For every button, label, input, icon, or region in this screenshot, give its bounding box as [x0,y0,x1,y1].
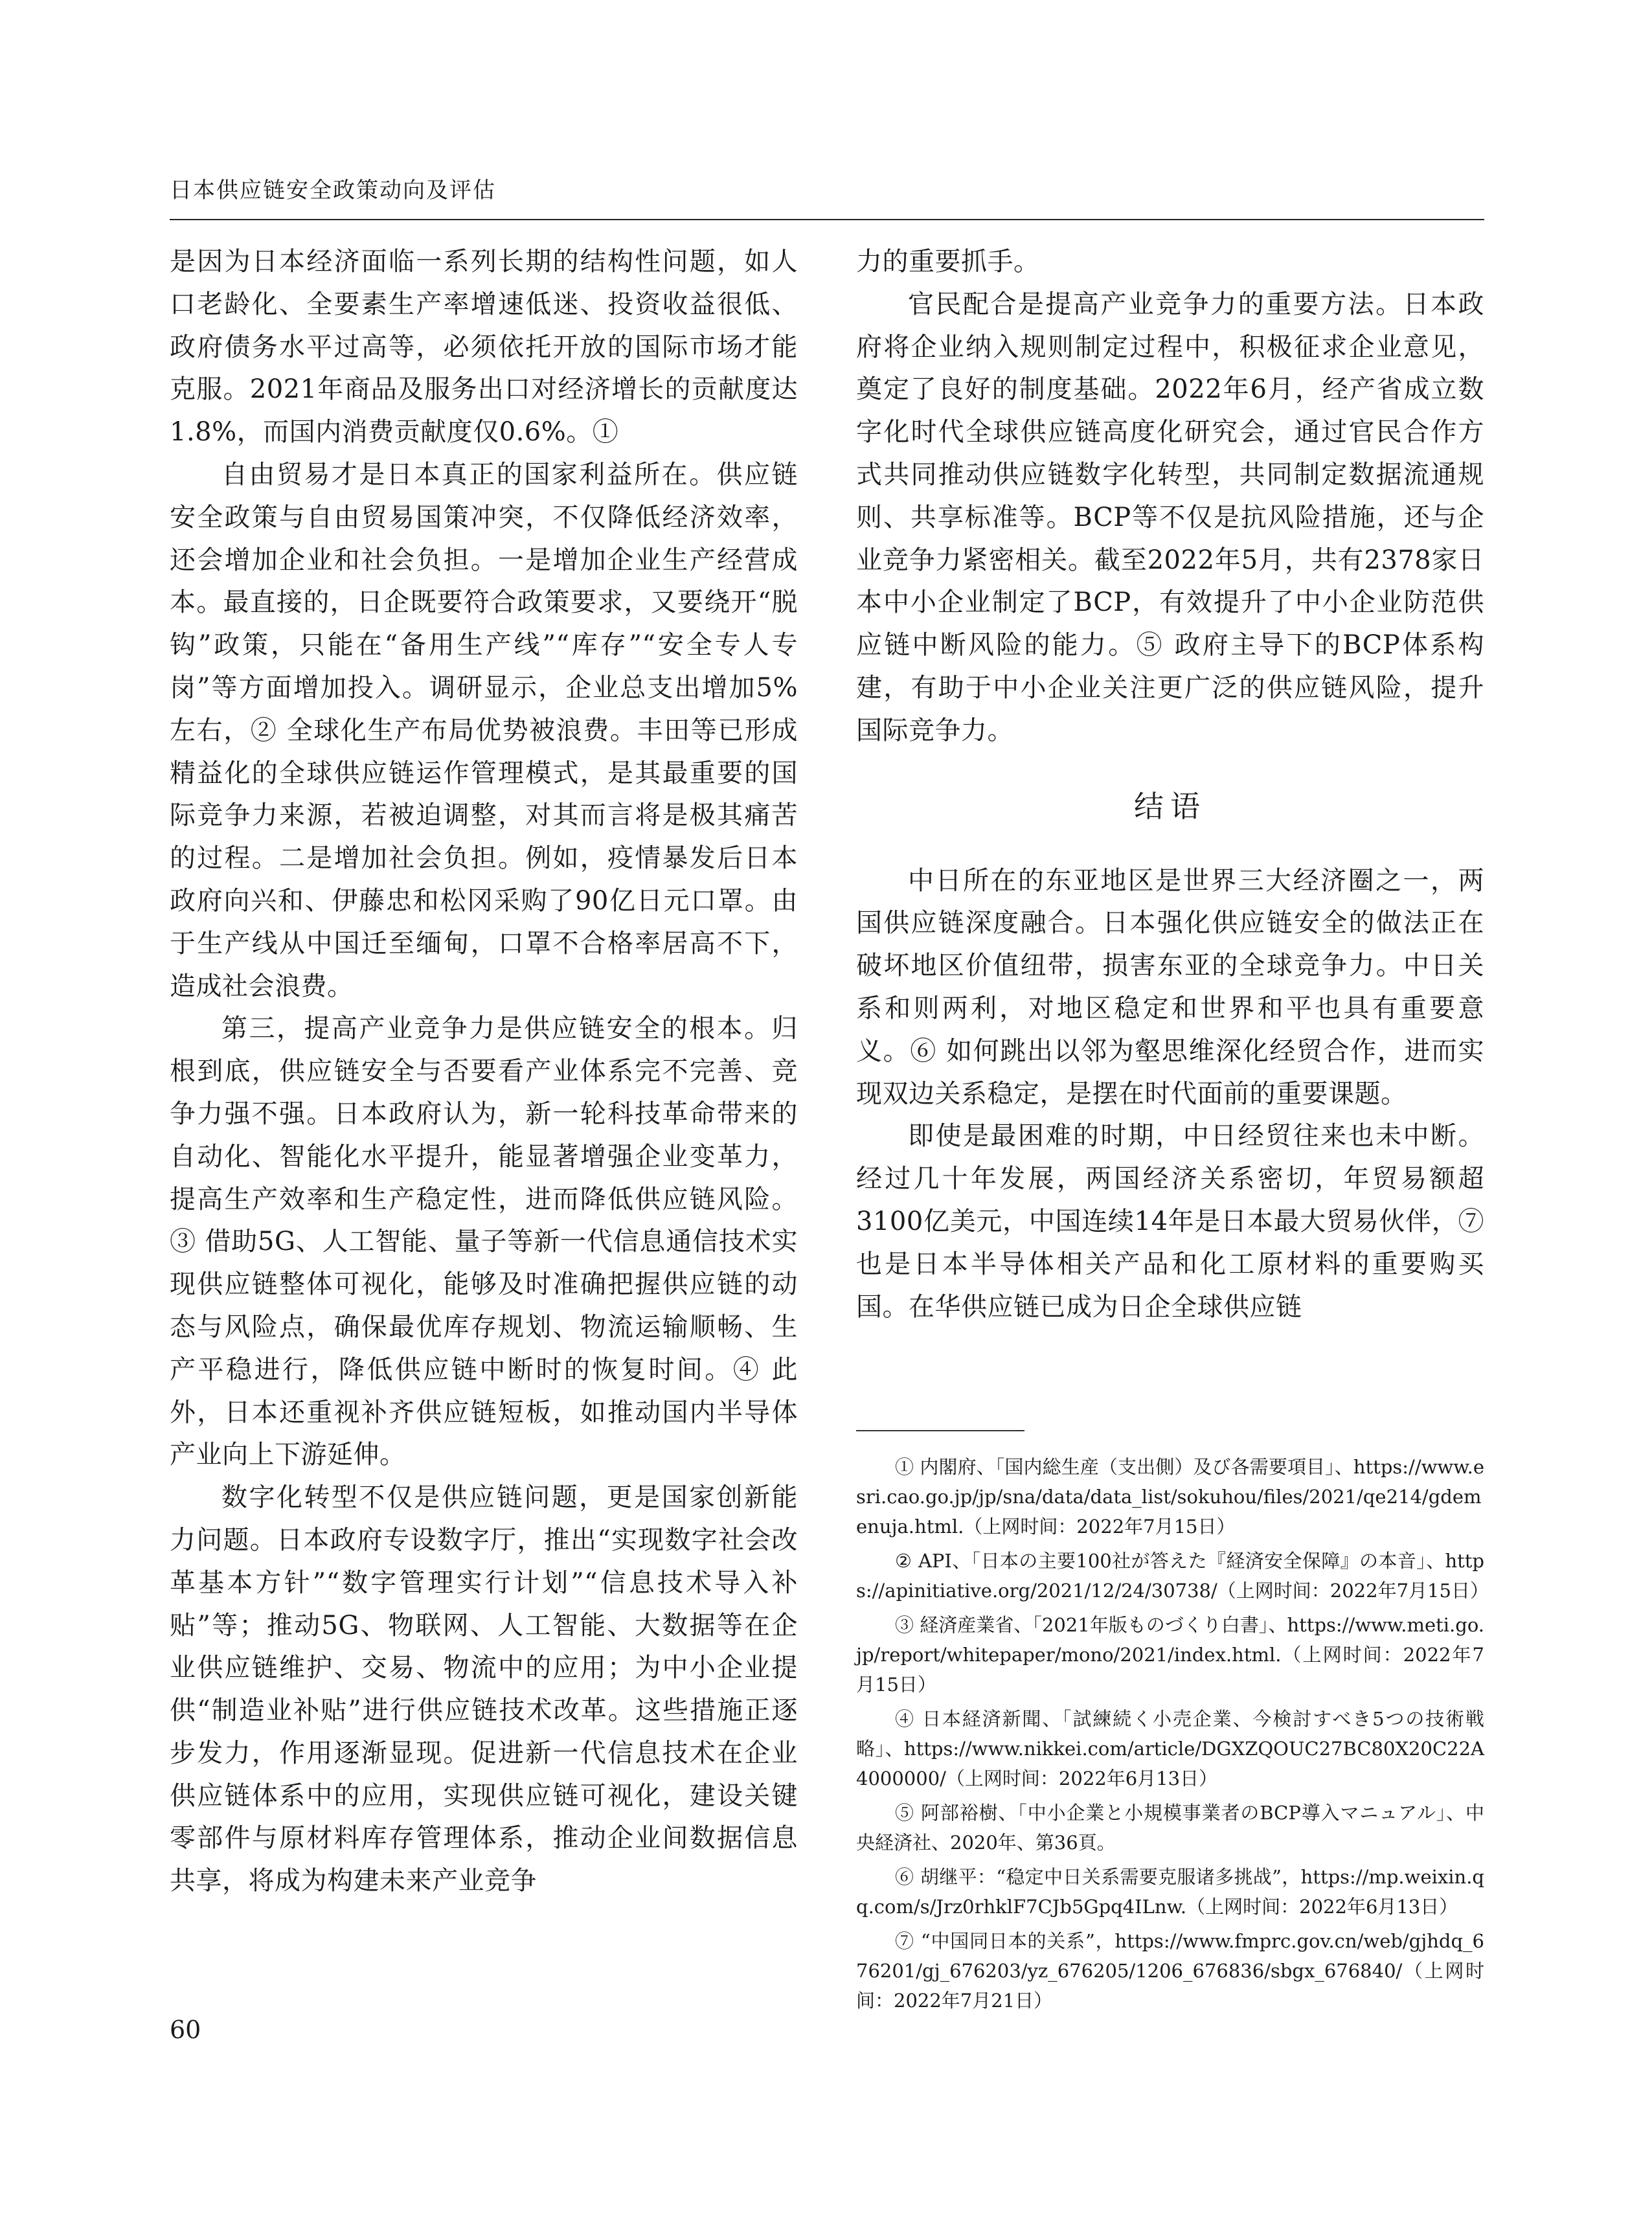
section-heading: 结语 [1134,788,1206,824]
footnotes [856,1452,1489,2020]
paragraph-continued: 是因为日本经济面临一系列长期的结构性问题，如人口老龄化、全要素生产率增速低迷、投资收益很低、政府债务水平过高等，必须依托开放的国际市场才能克服。2021年商品及服务出口对经济增长的贡献度达1.8%，而国内消费贡献度仅0.6%。① [170,247,798,448]
paragraph: 自由贸易才是日本真正的国家利益所在。供应链安全政策与自由贸易国策冲突，不仅降低经济效率，还会增加企业和社会负担。一是增加企业生产经营成本。最直接的，日企既要符合政策要求，又要绕开“脱钩”政策，只能在“备用生产线”“库存”“安全专人专岗”等方面增加投入。调研显示，企业总支出增加5%左右，② 全球化生产布局优势被浪费。丰田等已形成精益化的全球供应链运作管理模式，是其最重要的国际竞争力来源，若被迫调整，对其而言将是极其痛苦的过程。二是增加社会负担。例如，疫情暴发后日本政府向兴和、伊藤忠和松冈采购了90亿日元口罩。由于生产线从中国迁至缅甸，口罩不合格率居高不下，造成社会浪费。 [170,459,798,1001]
paragraph: 第三，提高产业竞争力是供应链安全的根本。归根到底，供应链安全与否要看产业体系完不完善、竞争力强不强。日本政府认为，新一轮科技革命带来的自动化、智能化水平提升，能显著增强企业变革力，提高生产效率和生产稳定性，进而降低供应链风险。③ 借助5G、人工智能、量子等新一代信息通信技术实现供应链整体可视化，能够及时准确把握供应链的动态与风险点，确保最优库存规划、物流运输顺畅、生产平稳进行，降低供应链中断时的恢复时间。④ 此外，日本还重视补齐供应链短板，如推动国内半导体产业向上下游延伸。 [170,1014,798,1470]
footnote: ④ 日本経済新聞、「試練続く小売企業、今検討すべき5つの技術戦略」、https://www.nikkei.com/article/DGXZQOUC27BC80X20C22A4000000/（上网时间：2022年6月13日） [856,1708,1484,1789]
paragraph: 中日所在的东亚地区是世界三大经济圈之一，两国供应链深度融合。日本强化供应链安全的做法正在破坏地区价值纽带，损害东亚的全球竞争力。中日关系和则两利，对地区稳定和世界和平也具有重要意义。⑥ 如何跳出以邻为壑思维深化经贸合作，进而实现双边关系稳定，是摆在时代面前的重要课题。 [856,865,1484,1109]
running-head: 日本供应链安全政策动向及评估 [170,177,496,203]
left-column [170,241,798,1903]
header-rule [170,219,1484,220]
paragraph-continued: 力的重要抓手。 [856,247,1040,277]
footnote: ⑤ 阿部裕樹、「中小企業と小規模事業者のBCP導入マニュアル」、中央経済社、2020年、第36頁。 [856,1802,1484,1854]
footnote-rule [856,1430,1024,1431]
footnote: ⑥ 胡继平：“稳定中日关系需要克服诸多挑战”，https://mp.weixin.qq.com/s/Jrz0rhklF7CJb5Gpq4ILnw.（上网时间：2022年6月13日） [856,1866,1484,1918]
footnote: ② API、「日本の主要100社が答えた『経済安全保障』の本音」、https://apinitiative.org/2021/12/24/30738/（上网时间：2022年7月15日） [856,1550,1489,1602]
page-number: 60 [170,2016,201,2044]
footnote: ⑦ “中国同日本的关系”，https://www.fmprc.gov.cn/web/gjhdq_676201/gj_676203/yz_676205/1206_676836/sbgx_676840/（上网时间：2022年7月21日） [856,1930,1484,2012]
footnote: ① 内閣府、「国内総生産（支出側）及び各需要項目」、https://www.esri.cao.go.jp/jp/sna/data/data_list/sokuhou/files/2021/qe214/gdemenuja.html.（上网时间：2022年7月15日） [856,1456,1484,1538]
paragraph: 即使是最困难的时期，中日经贸往来也未中断。经过几十年发展，两国经济关系密切，年贸易额超3100亿美元，中国连续14年是日本最大贸易伙伴，⑦ 也是日本半导体相关产品和化工原材料的重要购买国。在华供应链已成为日企全球供应链 [856,1121,1484,1322]
footnote: ③ 経済産業省、「2021年版ものづくり白書」、https://www.meti.go.jp/report/whitepaper/mono/2021/index.html.（上网时间：2022年7月15日） [856,1614,1484,1696]
right-column [856,241,1484,1328]
paragraph: 数字化转型不仅是供应链问题，更是国家创新能力问题。日本政府专设数字厅，推出“实现数字社会改革基本方针”“数字管理实行计划”“信息技术导入补贴”等；推动5G、物联网、人工智能、大数据等在企业供应链维护、交易、物流中的应用；为中小企业提供“制造业补贴”进行供应链技术改革。这些措施正逐步发力，作用逐渐显现。促进新一代信息技术在企业供应链体系中的应用，实现供应链可视化，建设关键零部件与原材料库存管理体系，推动企业间数据信息共享，将成为构建未来产业竞争 [170,1482,798,1896]
paragraph: 官民配合是提高产业竞争力的重要方法。日本政府将企业纳入规则制定过程中，积极征求企业意见，奠定了良好的制度基础。2022年6月，经产省成立数字化时代全球供应链高度化研究会，通过官民合作方式共同推动供应链数字化转型，共同制定数据流通规则、共享标准等。BCP等不仅是抗风险措施，还与企业竞争力紧密相关。截至2022年5月，共有2378家日本中小企业制定了BCP，有效提升了中小企业防范供应链中断风险的能力。⑤ 政府主导下的BCP体系构建，有助于中小企业关注更广泛的供应链风险，提升国际竞争力。 [856,289,1484,745]
